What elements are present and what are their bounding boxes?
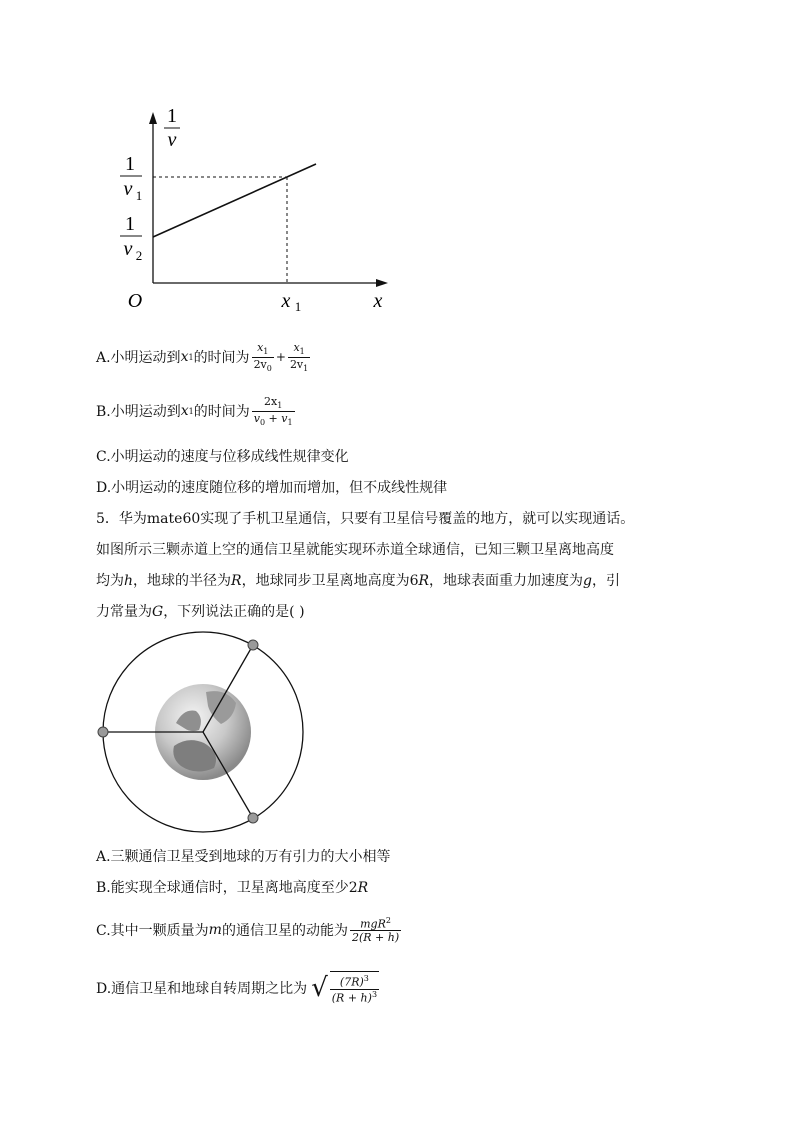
x-tick-label: x: [281, 290, 291, 312]
q5-option-c: C.其中一颗质量为 m 的通信卫星的动能为 $\frac{mgR^2}{2(R + h)}$: [96, 915, 400, 945]
y-tick2-num: 1: [125, 213, 135, 235]
q5-option-a: A.三颗通信卫星受到地球的万有引力的大小相等: [96, 849, 391, 865]
y-tick2-den: v: [123, 238, 133, 260]
q5-option-d: D.通信卫星和地球自转周期之比为 √ $\frac{(7R)^3}{(R + h)^3}$: [96, 973, 378, 1005]
q5-line3: 均为h，地球的半径为R，地球同步卫星离地高度为6R，地球表面重力加速度为g，引: [96, 573, 621, 589]
x-axis-arrow: [376, 279, 388, 287]
q5-d-frac: $\frac{(7R)^3}{(R + h)^3}$: [330, 971, 379, 1004]
sqrt-sign: √: [311, 973, 328, 1003]
q4-option-a: A.小明运动到 x 1 的时间为 $\frac{x_1}{2v_0}$ + $\frac{x_1}{2v_1}$: [96, 341, 309, 373]
x-axis-label: x: [373, 290, 383, 312]
q5-c-frac: $\frac{mgR^2}{2(R + h)}$: [351, 915, 400, 945]
y-label-den: v: [167, 129, 177, 151]
y-axis-arrow: [149, 112, 157, 124]
y-tick1-sub: 1: [135, 188, 143, 203]
q4-a-frac2: $\frac{x_1}{2v_1}$: [289, 341, 309, 373]
inverse-velocity-graph: [110, 100, 400, 315]
y-tick1-num: 1: [125, 153, 135, 175]
q5-line1: 5．华为mate60实现了手机卫星通信，只要有卫星信号覆盖的地方，就可以实现通话。: [96, 511, 635, 527]
q4-a-frac1: $\frac{x_1}{2v_0}$: [253, 341, 272, 373]
q5-line2: 如图所示三颗赤道上空的通信卫星就能实现环赤道全球通信，已知三颗卫星离地高度: [96, 542, 614, 558]
q5-line4: 力常量为G，下列说法正确的是( ): [96, 604, 305, 620]
q4-option-c: C.小明运动的速度与位移成线性规律变化: [96, 449, 349, 465]
satellite-3: [248, 813, 258, 823]
q5-option-b: B.能实现全球通信时，卫星离地高度至少2R: [96, 880, 369, 896]
satellite-orbit-diagram: [96, 628, 311, 838]
data-line: [153, 164, 316, 237]
y-tick2-sub: 2: [135, 248, 143, 263]
y-tick1-den: v: [123, 178, 133, 200]
q4-option-b: B.小明运动到 x 1 的时间为 $\frac{2x_1}{v_0 + v_1}$: [96, 395, 293, 427]
x-tick-sub: 1: [294, 299, 302, 314]
y-label-num: 1: [167, 105, 177, 127]
satellite-1: [248, 640, 258, 650]
origin-label: O: [127, 290, 143, 312]
q4-option-d: D.小明运动的速度随位移的增加而增加，但不成线性规律: [96, 480, 448, 496]
satellite-2: [98, 727, 108, 737]
q4-b-frac: $\frac{2x_1}{v_0 + v_1}$: [253, 395, 293, 427]
